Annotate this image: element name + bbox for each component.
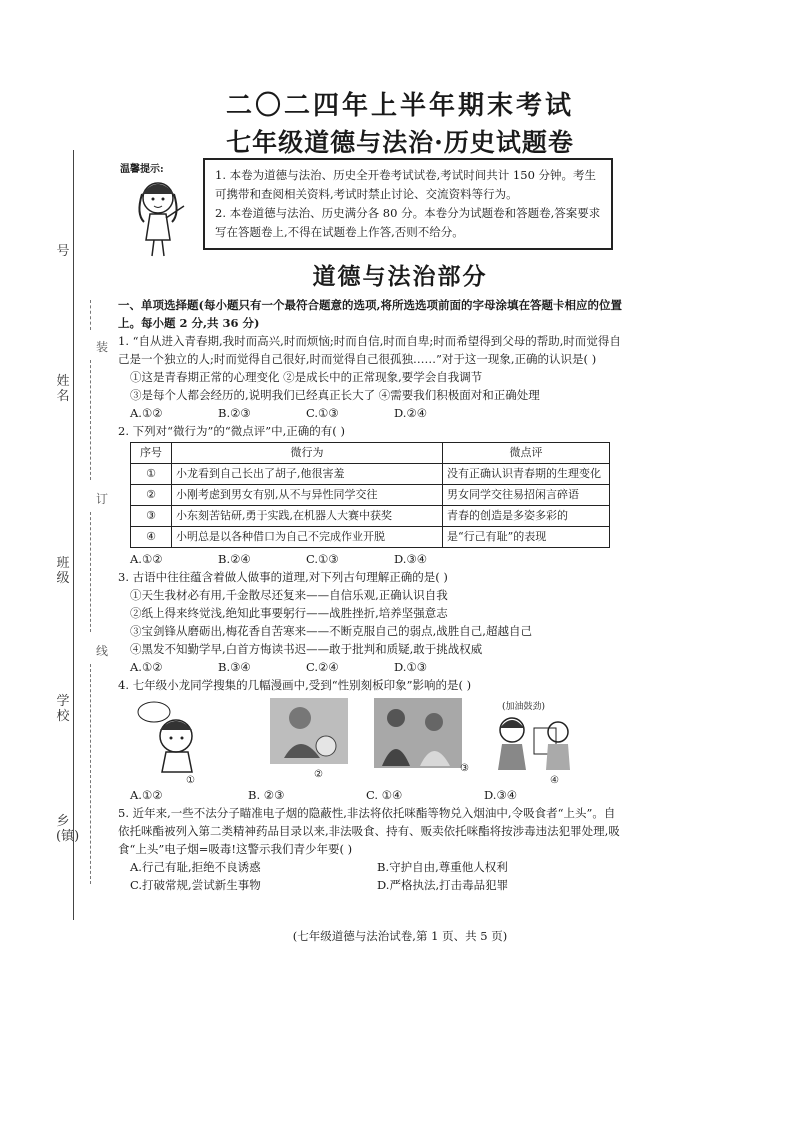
q2-option-b[interactable]: B.②④ [218, 552, 251, 566]
part1-heading: 一、单项选择题(每小题只有一个最符合题意的选项,将所选选项前面的字母涂填在答题卡相应的位置上。每小题 2 分,共 36 分) [118, 298, 622, 330]
q5-option-d[interactable]: D.严格执法,打击毒品犯罪 [377, 878, 509, 892]
table-row [131, 464, 610, 485]
binding-label-name: 姓名 [56, 374, 70, 404]
table-row [131, 527, 610, 548]
table-cell: 小东刻苦钻研,勇于实践,在机器人大赛中获奖 [172, 506, 443, 527]
q1-option-a[interactable]: A.①② [130, 406, 163, 420]
q4-option-c[interactable]: C. ①④ [366, 788, 403, 802]
table-cell: ① [131, 464, 172, 485]
q4-option-b[interactable]: B. ②③ [248, 788, 285, 802]
q3-options [118, 658, 624, 676]
q5-option-c[interactable]: C.打破常规,尝试新生事物 [130, 878, 261, 892]
table-cell: 小明总是以各种借口为自己不完成作业开脱 [172, 527, 443, 548]
binding-mark-ding: 订 [96, 492, 109, 506]
cartoon-boy-icon [136, 698, 204, 774]
binding-label-town: 乡(镇) [56, 814, 80, 844]
binding-mark-xian: 线 [96, 644, 109, 658]
q2-option-a[interactable]: A.①② [130, 552, 163, 566]
table-cell: 小刚考虑到男女有别,从不与异性同学交往 [172, 485, 443, 506]
q2-stem: 2. 下列对“微行为”的“微点评”中,正确的有( ) [118, 424, 345, 438]
q1-statement-a: ①这是青春期正常的心理变化 ②是成长中的正常现象,要学会自我调节 [130, 370, 483, 384]
table-header: 微点评 [443, 443, 610, 464]
notice-line-1: 1. 本卷为道德与法治、历史全开卷考试试卷,考试时间共计 150 分钟。考生可携带和查阅相关资料,考试时禁止讨论、交流资料等行为。 [215, 168, 597, 201]
cartoon-number: ② [314, 769, 323, 780]
q3-statement-3: ③宝剑锋从磨砺出,梅花香自苦寒来——不断克服自己的弱点,战胜自己,超越自己 [130, 624, 532, 638]
table-cell: 没有正确认识青春期的生理变化 [443, 464, 610, 485]
q4-option-a[interactable]: A.①② [130, 788, 163, 802]
binding-dash [90, 664, 91, 884]
cartoon-number: ③ [460, 763, 469, 774]
question-content [118, 296, 624, 894]
q1-option-c[interactable]: C.①③ [306, 406, 339, 420]
binding-dash [90, 300, 91, 330]
table-header-row [131, 443, 610, 464]
binding-dash [90, 512, 91, 632]
q1-options [118, 404, 624, 422]
q1-stem: 1. “自从进入青春期,我时而高兴,时而烦恼;时而自信,时而自卑;时而希望得到父母的帮助,时而觉得自己是一个独立的人;时而觉得自己很好,时而觉得自己很孤独……”对于这一现象,正确的认识是( ) [118, 334, 621, 366]
notice-line-2: 2. 本卷道德与法治、历史满分各 80 分。本卷分为试题卷和答题卷,答案要求写在答题卷上,不得在试题卷上作答,否则不给分。 [215, 206, 601, 239]
table-cell: ④ [131, 527, 172, 548]
table-cell: 小龙看到自己长出了胡子,他很害羞 [172, 464, 443, 485]
binding-strip [0, 0, 109, 1122]
binding-line [73, 150, 74, 920]
q2-options [118, 550, 624, 568]
table-header: 微行为 [172, 443, 443, 464]
binding-dash [90, 360, 91, 480]
q4-cartoons [130, 698, 624, 786]
table-row [131, 506, 610, 527]
table-cell: ③ [131, 506, 172, 527]
binding-label-number: 号 [56, 244, 70, 259]
cartoon-teacher-icon [492, 710, 572, 772]
q5-option-a[interactable]: A.行己有耻,拒绝不良诱惑 [130, 860, 261, 874]
q5-options-row1 [118, 858, 624, 876]
q3-statement-2: ②纸上得来终觉浅,绝知此事要躬行——战胜挫折,培养坚强意志 [130, 606, 448, 620]
table-cell: ② [131, 485, 172, 506]
cartoon-number: ④ [550, 775, 559, 786]
q1-statement-b: ③是每个人都会经历的,说明我们已经真正长大了 ④需要我们积极面对和正确处理 [130, 388, 540, 402]
cartoon-photo-workers-icon [374, 698, 462, 768]
cartoon-photo-man-icon [270, 698, 348, 764]
page-footer: (七年级道德与法治试卷,第 1 页、共 5 页) [292, 929, 508, 943]
table-cell: 是“行己有耻”的表现 [443, 527, 610, 548]
binding-label-school: 学校 [56, 694, 70, 724]
cartoon-number: ① [186, 775, 195, 786]
table-row [131, 485, 610, 506]
q5-stem: 5. 近年来,一些不法分子瞄准电子烟的隐蔽性,非法将依托咪酯等物兑入烟油中,令吸食者“上头”。自依托咪酯被列入第二类精神药品目录以来,非法吸食、持有、贩卖依托咪酯将按涉毒违法犯罪处理,吸食“上头”电子烟=吸毒!这警示我们青少年要( ) [118, 806, 620, 856]
cartoon-bubble: (加油鼓劲) [502, 702, 546, 712]
table-cell: 青春的创造是多姿多彩的 [443, 506, 610, 527]
q3-option-b[interactable]: B.③④ [218, 660, 251, 674]
q2-option-d[interactable]: D.③④ [394, 552, 428, 566]
table-cell: 男女同学交往易招闲言碎语 [443, 485, 610, 506]
q3-statement-1: ①天生我材必有用,千金散尽还复来——自信乐观,正确认识自我 [130, 588, 448, 602]
q4-stem: 4. 七年级小龙同学搜集的几幅漫画中,受到“性别刻板印象”影响的是( ) [118, 678, 472, 692]
q5-option-b[interactable]: B.守护自由,尊重他人权利 [377, 860, 508, 874]
q3-option-a[interactable]: A.①② [130, 660, 163, 674]
paper-title: 七年级道德与法治·历史试题卷 [226, 128, 574, 157]
q1-option-b[interactable]: B.②③ [218, 406, 251, 420]
q5-options-row2 [118, 876, 624, 894]
q3-option-d[interactable]: D.①③ [394, 660, 428, 674]
binding-mark-zhuang: 装 [96, 340, 109, 354]
girl-mascot-icon [118, 158, 202, 262]
q4-option-d[interactable]: D.③④ [484, 788, 518, 802]
q2-option-c[interactable]: C.①③ [306, 552, 339, 566]
binding-label-class: 班级 [56, 556, 70, 586]
section-title: 道德与法治部分 [312, 263, 488, 290]
q3-statement-4: ④黑发不知勤学早,白首方悔读书迟——敢于批判和质疑,敢于挑战权威 [130, 642, 483, 656]
tip-label: 温馨提示: [120, 164, 164, 175]
table-header: 序号 [131, 443, 172, 464]
notice-box [203, 158, 613, 250]
q1-option-d[interactable]: D.②④ [394, 406, 428, 420]
exam-title: 二〇二四年上半年期末考试 [225, 91, 574, 121]
q3-option-c[interactable]: C.②④ [306, 660, 339, 674]
q2-table [130, 442, 610, 548]
q3-stem: 3. 古语中往往蕴含着做人做事的道理,对下列古句理解正确的是( ) [118, 570, 448, 584]
